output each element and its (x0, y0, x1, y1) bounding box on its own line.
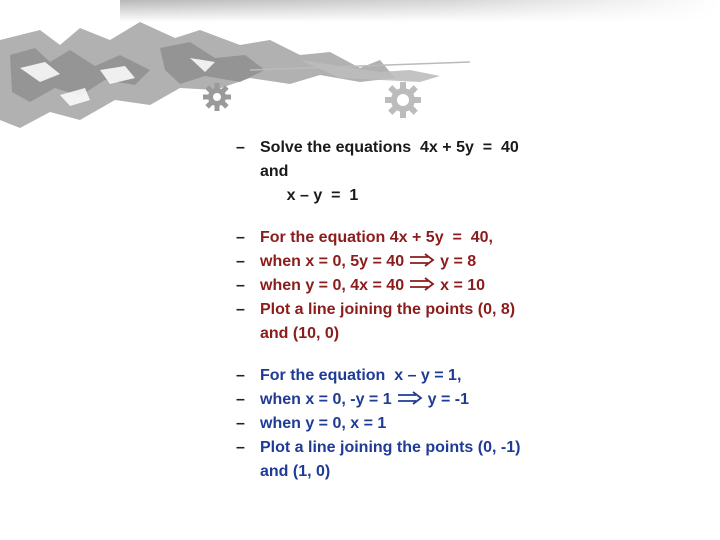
list-item (236, 364, 706, 388)
dash-bullet-icon: – (236, 391, 245, 408)
list-item (236, 412, 706, 436)
step-text: For the equation x – y = 1, (260, 367, 462, 384)
slide-content (236, 136, 706, 484)
list-item (236, 274, 706, 298)
step-text (260, 250, 476, 274)
dash-bullet-icon: – (236, 415, 245, 432)
problem-bullet (236, 136, 706, 208)
step-text (260, 274, 485, 298)
step-result: y = 8 (440, 253, 477, 270)
dash-bullet-icon: – (236, 139, 245, 156)
step-text (260, 388, 469, 412)
abstract-grunge-banner (0, 0, 720, 140)
step-result: y = -1 (427, 391, 469, 408)
dash-bullet-icon: – (236, 229, 245, 246)
dash-bullet-icon: – (236, 367, 245, 384)
list-item (236, 436, 706, 484)
problem-line-2: and (260, 163, 289, 180)
equation-1-steps (236, 226, 706, 346)
step-text-continued: and (1, 0) (260, 463, 331, 480)
gear-icon (385, 82, 421, 118)
implies-arrow-icon (396, 391, 424, 405)
step-text: Plot a line joining the points (0, -1) (260, 439, 521, 456)
dash-bullet-icon: – (236, 277, 245, 294)
equation-2-steps (236, 364, 706, 484)
dash-bullet-icon: – (236, 253, 245, 270)
implies-arrow-icon (408, 253, 436, 267)
step-result: x = 10 (440, 277, 486, 294)
problem-line-3: x – y = 1 (260, 187, 359, 204)
step-text: when y = 0, x = 1 (260, 415, 387, 432)
step-text-continued: and (10, 0) (260, 325, 340, 342)
step-condition: when x = 0, -y = 1 (260, 391, 392, 408)
list-item (236, 226, 706, 250)
dash-bullet-icon: – (236, 439, 245, 456)
step-text: Plot a line joining the points (0, 8) (260, 301, 516, 318)
dash-bullet-icon: – (236, 301, 245, 318)
gear-icon (203, 83, 231, 111)
implies-arrow-icon (408, 277, 436, 291)
list-item (236, 250, 706, 274)
list-item (236, 298, 706, 346)
step-text: For the equation 4x + 5y = 40, (260, 229, 493, 246)
problem-statement (236, 136, 706, 208)
step-condition: when x = 0, 5y = 40 (260, 253, 405, 270)
step-condition: when y = 0, 4x = 40 (260, 277, 405, 294)
list-item (236, 388, 706, 412)
problem-line-1: Solve the equations 4x + 5y = 40 (260, 139, 519, 156)
